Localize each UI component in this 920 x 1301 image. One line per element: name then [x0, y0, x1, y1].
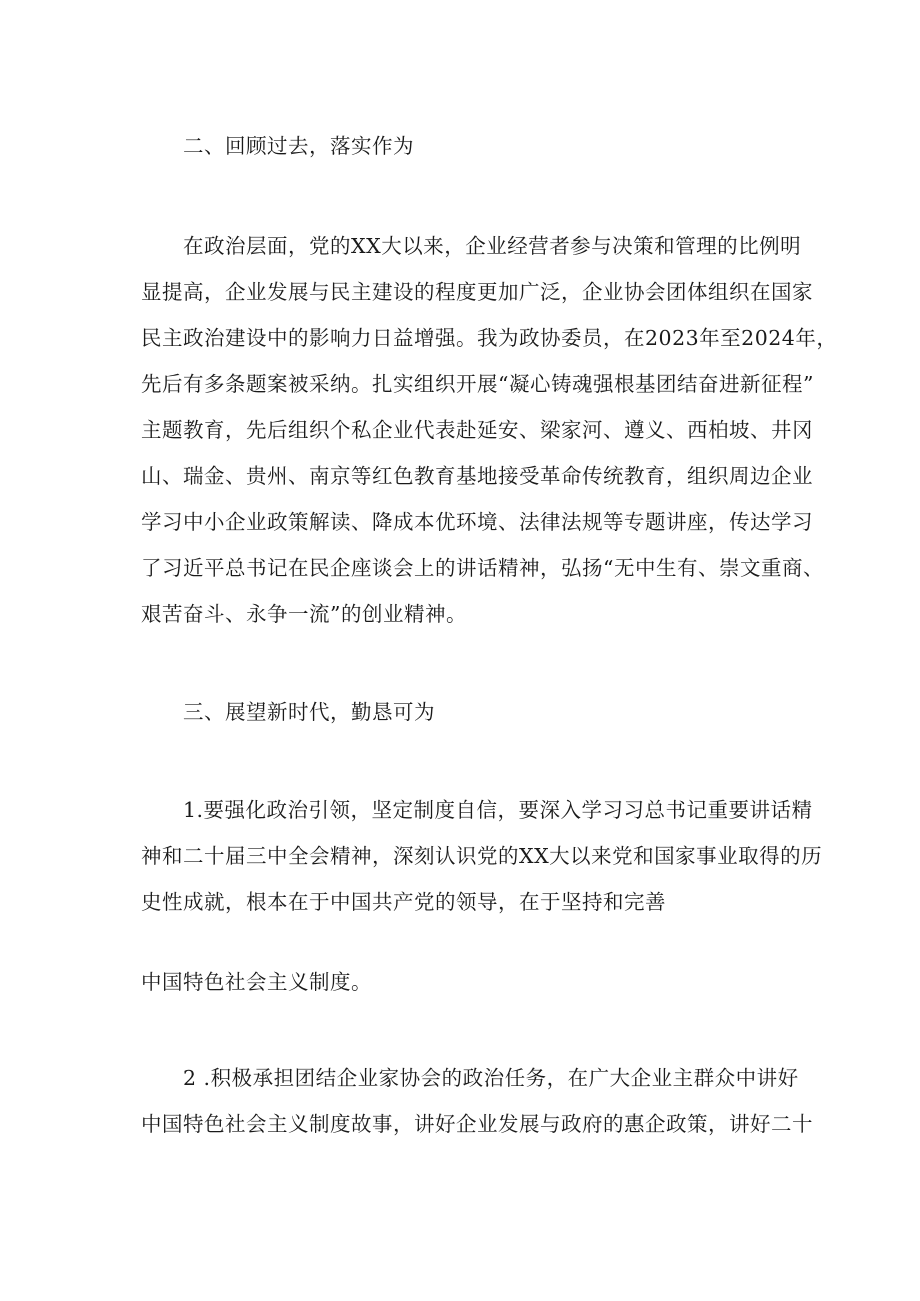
item-1-tail: 中国特色社会主义制度。	[141, 970, 372, 994]
section-2-line-4: 先后有多条题案被采纳。扎实组织开展“凝心铸魂强根基团结奋进新征程”	[141, 372, 814, 396]
section-2-line-1: 在政治层面，党的XX大以来，企业经营者参与决策和管理的比例明	[183, 234, 802, 258]
item-1-line-3: 史性成就，根本在于中国共产党的领导，在于坚持和完善	[141, 890, 666, 914]
section-2-line-6: 山、瑞金、贵州、南京等红色教育基地接受革命传统教育，组织周边企业	[141, 464, 813, 488]
section-2-line-7: 学习中小企业政策解读、降成本优环境、法律法规等专题讲座，传达学习	[141, 510, 813, 534]
section-2-line-2: 显提高，企业发展与民主建设的程度更加广泛，企业协会团体组织在国家	[141, 280, 813, 304]
section-2-line-5: 主题教育，先后组织个私企业代表赴延安、梁家河、遵义、西柏坡、井冈	[141, 418, 813, 442]
section-2-heading: 二、回顾过去，落实作为	[183, 134, 414, 158]
section-2-line-3: 民主政治建设中的影响力日益增强。我为政协委员，在2023年至2024年，	[141, 326, 838, 350]
section-2-line-8: 了习近平总书记在民企座谈会上的讲话精神，弘扬“无中生有、崇文重商、	[141, 556, 824, 580]
item-2-line-1: 2 .积极承担团结企业家协会的政治任务，在广大企业主群众中讲好	[183, 1066, 799, 1090]
item-1-line-1: 1.要强化政治引领，坚定制度自信，要深入学习习总书记重要讲话精	[183, 798, 813, 822]
section-3-heading: 三、展望新时代，勤恳可为	[183, 700, 435, 724]
section-2-line-9: 艰苦奋斗、永争一流”的创业精神。	[141, 602, 467, 626]
item-1-line-2: 神和二十届三中全会精神，深刻认识党的XX大以来党和国家事业取得的历	[141, 844, 823, 868]
item-2-line-2: 中国特色社会主义制度故事，讲好企业发展与政府的惠企政策，讲好二十	[141, 1112, 813, 1136]
